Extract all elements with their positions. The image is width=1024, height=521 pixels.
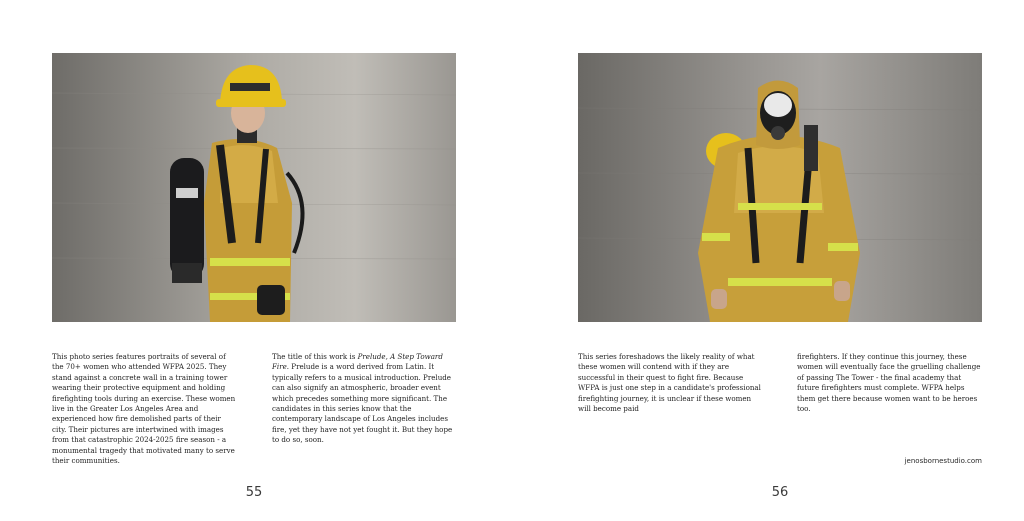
- firefighter-masked-portrait-image: [578, 53, 982, 322]
- work-title: Prelude, A Step Toward Fire.: [272, 352, 443, 372]
- body-text-column-1: [52, 352, 237, 466]
- page-number-left: 55: [245, 485, 263, 500]
- photo-firefighter-mask: [578, 53, 982, 322]
- photo-firefighter-helmet: [52, 53, 456, 322]
- body-text-column-2: [272, 352, 457, 446]
- text-rest: Prelude is a word derived from Latin. It typically refers to a musical introduction. Prelude can also signify an atmospheric, broader event which precedes something more significant. The candidates in this series know that the contemporary landscape of Los Angeles includes fire, yet they have not yet fought it. But they hope to do so, soon.: [272, 362, 453, 445]
- body-text-column-3: [578, 352, 763, 414]
- paragraph-tower: firefighters. If they continue this journey, these women will eventually face the gruelling challenge of passing The Tower - the final academy that future firefighters must complete. WFPA helps them get there because women want to be heroes too.: [797, 352, 981, 414]
- page-number-right: 56: [771, 485, 789, 500]
- studio-credit: jenosbornestudio.com: [904, 457, 982, 465]
- paragraph-foreshadow: This series foreshadows the likely reality of what these women will contend with if they are successful in their quest to fight fire. Because WFPA is just one step in a candidate's professional firefighting journey, it is unclear if these women will become paid: [578, 352, 761, 414]
- paragraph-intro: This photo series features portraits of several of the 70+ women who attended WFPA 2025. They stand against a concrete wall in a training tower wearing their protective equipment and holding firefighting tools during an exercise. These women live in the Greater Los Angeles Area and experienced how fire demolished parts of their city. Their pictures are intertwined with images from that catastrophic 2024-2025 fire season - a monumental tragedy that motivated many to serve their communities.: [52, 352, 236, 466]
- firefighter-portrait-image: [52, 53, 456, 322]
- paragraph-title-explanation: [272, 352, 457, 446]
- body-text-column-4: [797, 352, 982, 414]
- right-page: [512, 0, 1024, 521]
- text-lead: The title of this work is: [272, 352, 358, 361]
